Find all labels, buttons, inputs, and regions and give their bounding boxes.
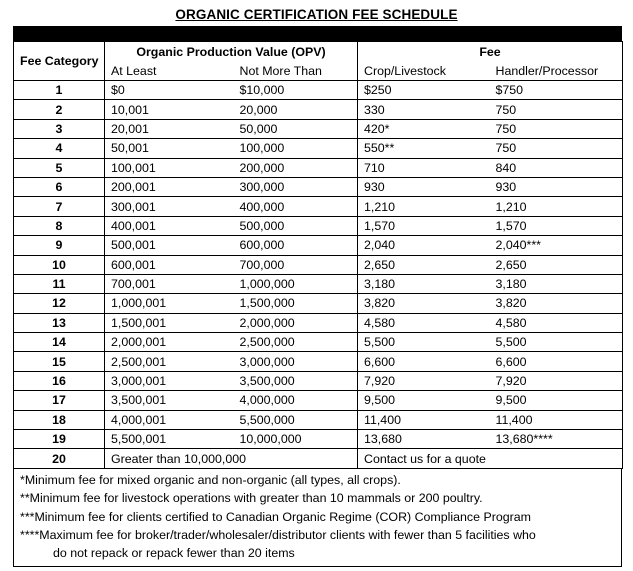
crop-livestock-cell: 2,040 xyxy=(358,236,490,255)
handler-processor-cell: 7,920 xyxy=(490,371,623,390)
at-least-cell: 4,000,001 xyxy=(105,410,234,429)
table-row xyxy=(14,313,623,332)
not-more-than-cell: 700,000 xyxy=(234,255,358,274)
fee-category-cell: 17 xyxy=(14,391,105,410)
fee-category-cell: 8 xyxy=(14,216,105,235)
table-row xyxy=(14,139,623,158)
fee-category-cell: 3 xyxy=(14,119,105,138)
crop-livestock-cell: 420* xyxy=(358,119,490,138)
fee-quote-cell: Contact us for a quote xyxy=(358,449,623,468)
opv-header: Organic Production Value (OPV) xyxy=(105,42,358,63)
not-more-than-cell: 1,500,000 xyxy=(234,294,358,313)
handler-processor-cell: 1,210 xyxy=(490,197,623,216)
at-least-cell: 400,001 xyxy=(105,216,234,235)
fee-category-cell: 7 xyxy=(14,197,105,216)
at-least-cell: 3,000,001 xyxy=(105,371,234,390)
crop-livestock-cell: 930 xyxy=(358,177,490,196)
not-more-than-cell: 2,500,000 xyxy=(234,333,358,352)
handler-processor-cell: 750 xyxy=(490,139,623,158)
handler-processor-cell: 4,580 xyxy=(490,313,623,332)
handler-processor-cell: 11,400 xyxy=(490,410,623,429)
fee-category-cell: 5 xyxy=(14,158,105,177)
table-row xyxy=(14,100,623,119)
not-more-than-cell: 20,000 xyxy=(234,100,358,119)
handler-processor-cell: 840 xyxy=(490,158,623,177)
table-row xyxy=(14,333,623,352)
handler-processor-cell: 930 xyxy=(490,177,623,196)
footnote: *Minimum fee for mixed organic and non-organic (all types, all crops). xyxy=(20,472,401,487)
table-row xyxy=(14,119,623,138)
at-least-cell: 1,500,001 xyxy=(105,313,234,332)
not-more-than-cell: 300,000 xyxy=(234,177,358,196)
not-more-than-cell: 1,000,000 xyxy=(234,274,358,293)
at-least-cell: 100,001 xyxy=(105,158,234,177)
at-least-cell: 500,001 xyxy=(105,236,234,255)
at-least-cell: 2,000,001 xyxy=(105,333,234,352)
crop-livestock-cell: 550** xyxy=(358,139,490,158)
handler-processor-cell: 3,180 xyxy=(490,274,623,293)
crop-livestock-cell: 3,820 xyxy=(358,294,490,313)
crop-livestock-cell: 6,600 xyxy=(358,352,490,371)
not-more-than-cell: 4,000,000 xyxy=(234,391,358,410)
not-more-than-cell: 50,000 xyxy=(234,119,358,138)
crop-livestock-cell: 9,500 xyxy=(358,391,490,410)
at-least-cell: 700,001 xyxy=(105,274,234,293)
handler-processor-cell: 9,500 xyxy=(490,391,623,410)
not-more-than-cell: 3,500,000 xyxy=(234,371,358,390)
fee-category-cell: 12 xyxy=(14,294,105,313)
fee-category-cell: 10 xyxy=(14,255,105,274)
table-row xyxy=(14,449,623,468)
table-row xyxy=(14,158,623,177)
fee-category-cell: 13 xyxy=(14,313,105,332)
fee-category-cell: 1 xyxy=(14,81,105,100)
handler-processor-cell: $750 xyxy=(490,81,623,100)
crop-livestock-cell: $250 xyxy=(358,81,490,100)
at-least-cell: 1,000,001 xyxy=(105,294,234,313)
handler-processor-cell: 6,600 xyxy=(490,352,623,371)
table-row xyxy=(14,81,623,100)
fee-category-cell: 11 xyxy=(14,274,105,293)
handler-processor-cell: 750 xyxy=(490,119,623,138)
crop-livestock-cell: 11,400 xyxy=(358,410,490,429)
crop-livestock-cell: 1,210 xyxy=(358,197,490,216)
handler-processor-cell: 750 xyxy=(490,100,623,119)
crop-livestock-cell: 2,650 xyxy=(358,255,490,274)
fee-category-cell: 2 xyxy=(14,100,105,119)
at-least-cell: 10,001 xyxy=(105,100,234,119)
at-least-cell: 3,500,001 xyxy=(105,391,234,410)
footnote: ***Minimum fee for clients certified to Canadian Organic Regime (COR) Compliance Program xyxy=(20,509,531,524)
at-least-cell: 200,001 xyxy=(105,177,234,196)
crop-livestock-cell: 5,500 xyxy=(358,333,490,352)
fee-header: Fee xyxy=(358,42,623,63)
at-least-cell: $0 xyxy=(105,81,234,100)
table-row xyxy=(14,216,623,235)
crop-livestock-cell: 330 xyxy=(358,100,490,119)
at-least-cell: 600,001 xyxy=(105,255,234,274)
fee-table xyxy=(13,41,623,469)
footnote-continuation: do not repack or repack fewer than 20 items xyxy=(53,546,295,561)
not-more-than-cell: $10,000 xyxy=(234,81,358,100)
handler-processor-cell: 3,820 xyxy=(490,294,623,313)
not-more-than-cell: 3,000,000 xyxy=(234,352,358,371)
not-more-than-header: Not More Than xyxy=(234,63,358,81)
fee-category-cell: 18 xyxy=(14,410,105,429)
at-least-cell: 20,001 xyxy=(105,119,234,138)
handler-processor-cell: 2,650 xyxy=(490,255,623,274)
fee-schedule xyxy=(13,26,622,567)
at-least-cell: 5,500,001 xyxy=(105,430,234,449)
handler-processor-cell: 2,040*** xyxy=(490,236,623,255)
handler-processor-cell: 1,570 xyxy=(490,216,623,235)
fee-category-cell: 20 xyxy=(14,449,105,468)
fee-category-cell: 19 xyxy=(14,430,105,449)
crop-livestock-cell: 4,580 xyxy=(358,313,490,332)
not-more-than-cell: 500,000 xyxy=(234,216,358,235)
table-row xyxy=(14,177,623,196)
handler-processor-cell: 13,680**** xyxy=(490,430,623,449)
not-more-than-cell: 5,500,000 xyxy=(234,410,358,429)
table-row xyxy=(14,430,623,449)
opv-range-cell: Greater than 10,000,000 xyxy=(105,449,358,468)
not-more-than-cell: 10,000,000 xyxy=(234,430,358,449)
table-row xyxy=(14,255,623,274)
footnotes xyxy=(13,469,622,567)
fee-category-cell: 16 xyxy=(14,371,105,390)
header-bar xyxy=(13,26,622,41)
crop-livestock-header: Crop/Livestock xyxy=(358,63,490,81)
table-row xyxy=(14,371,623,390)
not-more-than-cell: 600,000 xyxy=(234,236,358,255)
fee-category-cell: 6 xyxy=(14,177,105,196)
crop-livestock-cell: 1,570 xyxy=(358,216,490,235)
crop-livestock-cell: 3,180 xyxy=(358,274,490,293)
fee-category-header: Fee Category xyxy=(14,42,105,81)
table-row xyxy=(14,410,623,429)
table-row xyxy=(14,274,623,293)
header-row-group xyxy=(14,42,623,63)
table-row xyxy=(14,391,623,410)
table-row xyxy=(14,294,623,313)
not-more-than-cell: 2,000,000 xyxy=(234,313,358,332)
fee-category-cell: 15 xyxy=(14,352,105,371)
at-least-header: At Least xyxy=(105,63,234,81)
crop-livestock-cell: 710 xyxy=(358,158,490,177)
table-row xyxy=(14,197,623,216)
crop-livestock-cell: 7,920 xyxy=(358,371,490,390)
handler-processor-header: Handler/Processor xyxy=(490,63,623,81)
table-row xyxy=(14,352,623,371)
at-least-cell: 50,001 xyxy=(105,139,234,158)
not-more-than-cell: 400,000 xyxy=(234,197,358,216)
footnote: ****Maximum fee for broker/trader/wholesaler/distributor clients with fewer than 5 facilities who xyxy=(20,528,536,543)
fee-category-cell: 4 xyxy=(14,139,105,158)
crop-livestock-cell: 13,680 xyxy=(358,430,490,449)
handler-processor-cell: 5,500 xyxy=(490,333,623,352)
footnote: **Minimum fee for livestock operations with greater than 10 mammals or 200 poultry. xyxy=(20,491,483,506)
fee-category-cell: 9 xyxy=(14,236,105,255)
not-more-than-cell: 100,000 xyxy=(234,139,358,158)
page-title: ORGANIC CERTIFICATION FEE SCHEDULE xyxy=(175,7,458,22)
header-row-sub xyxy=(14,63,623,81)
not-more-than-cell: 200,000 xyxy=(234,158,358,177)
at-least-cell: 2,500,001 xyxy=(105,352,234,371)
at-least-cell: 300,001 xyxy=(105,197,234,216)
table-row xyxy=(14,236,623,255)
fee-category-cell: 14 xyxy=(14,333,105,352)
